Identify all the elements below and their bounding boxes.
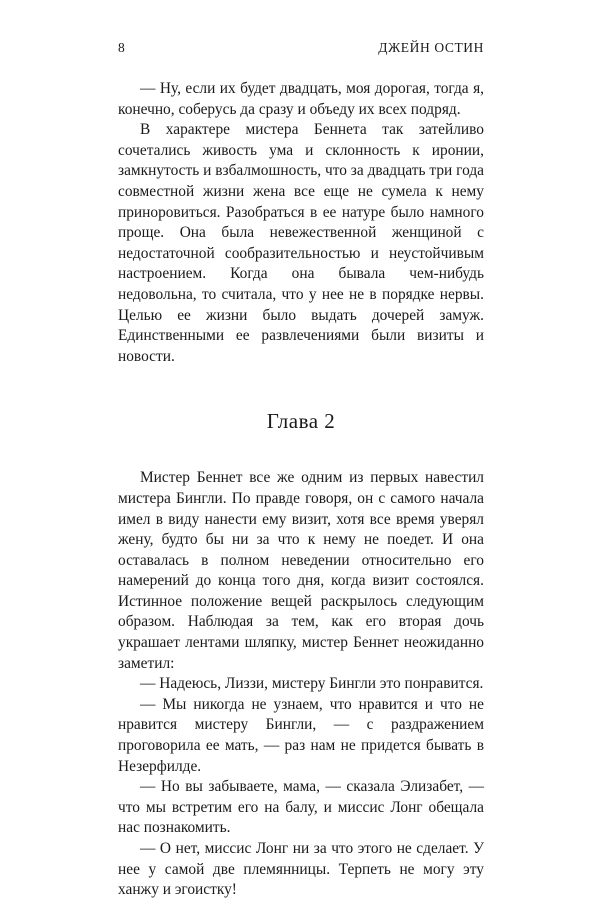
dialogue-line: — Надеюсь, Лиззи, мистеру Бингли это понравится. xyxy=(140,675,484,693)
chapter-2-body xyxy=(118,468,484,900)
book-page xyxy=(118,30,484,901)
chapter-title: Глава 2 xyxy=(266,409,336,434)
dialogue-line: — Но вы забываете, мама, — сказала Элизабет, — что мы встретим его на балу, и миссис Лонг обещала нас познакомить. xyxy=(118,778,484,837)
chapter-1-ending xyxy=(118,79,484,367)
paragraph: В характере мистера Беннета так затейливо сочетались живость ума и склонность к иронии, замкнутость и взбалмошность, что за двадцать три года совместной жизни жена все еще не сумела к нему приноровиться. Разобраться в ее натуре было намного проще. Она была невежественной женщиной с недостаточной сообразительностью и неустойчивым настроением. Когда она бывала чем-нибудь недовольна, то считала, что у нее не в порядке нервы. Целью ее жизни было выдать дочерей замуж. Единственными ее развлечениями были визиты и новости. xyxy=(118,121,484,365)
dialogue-line: — О нет, миссис Лонг ни за что этого не сделает. У нее у самой две племянницы. Терпеть не могу эту ханжу и эгоистку! xyxy=(118,840,484,899)
paragraph: — Ну, если их будет двадцать, моя дорогая, тогда я, конечно, соберусь да сразу и объеду их всех подряд. xyxy=(118,80,484,118)
dialogue-line: — Мы никогда не узнаем, что нравится и что не нравится мистеру Бингли, — с раздражением проговорила ее мать, — раз нам не придется бывать в Незерфилде. xyxy=(118,695,484,775)
author-name: ДЖЕЙН ОСТИН xyxy=(378,40,484,55)
page-number: 8 xyxy=(118,40,126,55)
paragraph: Мистер Беннет все же одним из первых навестил мистера Бингли. По правде говоря, он с самого начала имел в виду нанести ему визит, хотя все время уверял жену, будто бы ни за что к нему не поедет. И она оставалась в полном неведении относительно его намерений до конца того дня, когда визит состоялся. Истинное положение вещей раскрылось следующим образом. Наблюдая за тем, как его вторая дочь украшает лентами шляпку, мистер Беннет неожиданно заметил: xyxy=(118,469,484,672)
running-head xyxy=(118,30,484,60)
